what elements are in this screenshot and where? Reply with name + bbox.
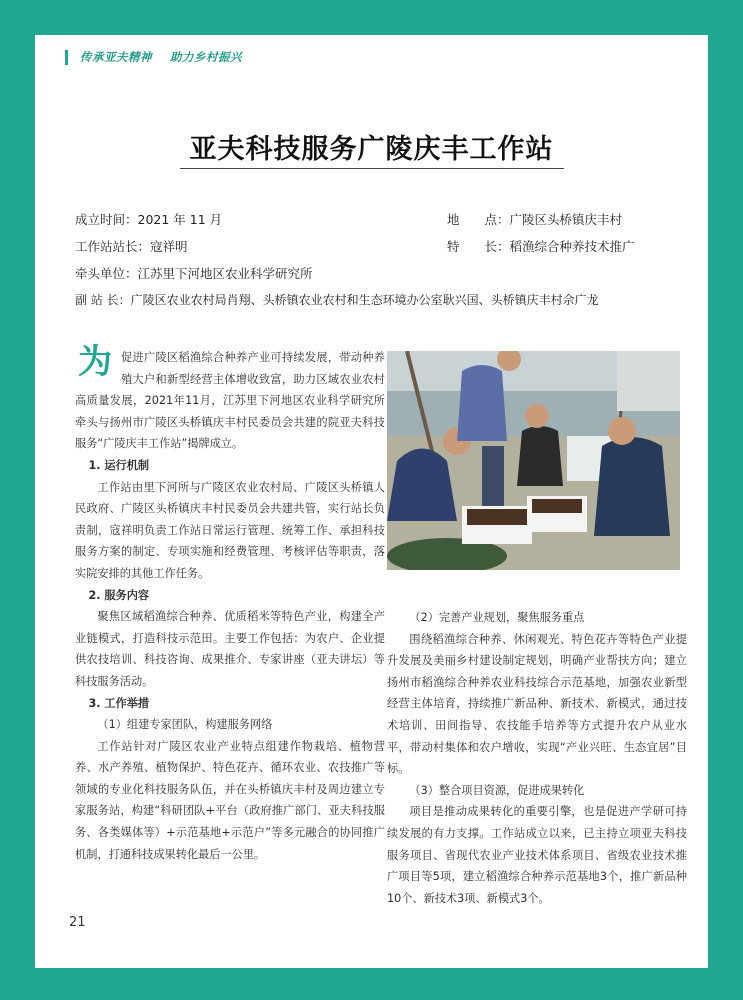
field-photo bbox=[387, 351, 680, 570]
section-1-heading: 1. 运行机制 bbox=[88, 458, 150, 472]
subsection-1-text: 工作站针对广陵区农业产业特点组建作物栽培、植物营养、水产养殖、植物保护、特色花卉、循环农业、农技推广等领域的专业化科技服务队伍，并在头桥镇庆丰村及周边建立专家服务站，构建“科研团队+平台（政府推广部门、亚夫科技服务、各类媒体等）+示范基地+示范户”等多元融合的协同推广机制，打通科技成果转化最后一公里。 bbox=[75, 739, 385, 861]
subsection-2-text: 围绕稻渔综合种养、休闲观光、特色花卉等特色产业提升发展及美丽乡村建设制定规划，明确产业帮扶方向；建立扬州市稻渔综合种养农业科技综合示范基地，加强农业新型经营主体培育，持续推广新品种、新技术、新模式，通过技术培训、田间指导、农技能手培养等方式提升农户从业水平，带动村集体和农户增收，实现“产业兴旺、生态宜居”目标。 bbox=[387, 632, 687, 776]
article-title-wrap bbox=[35, 127, 708, 169]
drop-cap: 为 bbox=[78, 342, 112, 382]
location-label: 地 点： bbox=[447, 212, 510, 227]
established-row bbox=[75, 210, 222, 228]
page-number: 21 bbox=[69, 915, 86, 930]
deputy-row bbox=[75, 291, 599, 308]
lead-unit-row bbox=[75, 264, 313, 282]
section-2-heading: 2. 服务内容 bbox=[88, 588, 150, 602]
article-column-right bbox=[387, 607, 687, 909]
section-2-text: 聚焦区域稻渔综合种养、优质稻米等特色产业，构建全产业链模式，打造科技示范田。主要工作包括：为农户、企业提供农技培训、科技咨询、成果推介、专家讲座（亚夫讲坛）等科技服务活动。 bbox=[75, 610, 385, 688]
section-header bbox=[65, 49, 242, 65]
head-label: 工作站站长： bbox=[75, 239, 151, 254]
section-3-heading: 3. 工作举措 bbox=[88, 696, 150, 710]
specialty-value: 稻渔综合种养技术推广 bbox=[509, 239, 635, 254]
subsection-3-text: 项目是推动成果转化的重要引擎，也是促进产学研可持续发展的有力支撑。工作站成立以来，已主持立项亚夫科技服务项目、省现代农业产业技术体系项目、省级农业技术推广项目等5项，建立稻渔综合种养示范基地3个，推广新品种10个、新技术3项、新模式3个。 bbox=[387, 805, 687, 905]
article-title: 亚夫科技服务广陵庆丰工作站 bbox=[180, 127, 564, 169]
established-value: 2021 年 11 月 bbox=[137, 212, 223, 227]
head-row bbox=[75, 237, 188, 255]
head-value: 寇祥明 bbox=[150, 239, 188, 254]
deputy-label: 副 站 长： bbox=[75, 293, 131, 307]
lead-unit-label: 牵头单位： bbox=[75, 266, 138, 281]
magazine-page bbox=[35, 35, 708, 968]
intro-text: 促进广陵区稻渔综合种养产业可持续发展，带动种养殖大户和新型经营主体增收致富，助力区域农业农村高质量发展，2021年11月，江苏里下河地区农业科学研究所牵头与扬州市广陵区头桥镇庆丰村民委员会共建的院亚夫科技服务“广陵庆丰工作站”揭牌成立。 bbox=[75, 351, 385, 451]
section-1-text: 工作站由里下河所与广陵区农业农村局、广陵区头桥镇人民政府、广陵区头桥镇庆丰村民委员会共建共管，实行站长负责制，寇祥明负责工作站日常运行管理、统筹工作、承担科技服务方案的制定、专项实施和经费管理、考核评估等职责，落实院安排的其他工作任务。 bbox=[75, 480, 385, 580]
location-row bbox=[447, 210, 622, 228]
header-slogan-2: 助力乡村振兴 bbox=[170, 50, 242, 64]
specialty-label: 特 长： bbox=[447, 239, 510, 254]
header-accent-bar bbox=[65, 50, 68, 65]
deputy-value: 广陵区农业农村局肖翔、头桥镇农业农村和生态环境办公室耿兴国、头桥镇庆丰村佘广龙 bbox=[130, 293, 599, 307]
header-slogan-1: 传承亚夫精神 bbox=[80, 50, 152, 64]
field-photo-illustration bbox=[387, 351, 680, 570]
subsection-2-heading: （2）完善产业规划，聚焦服务重点 bbox=[409, 611, 585, 624]
intro-paragraph bbox=[75, 342, 385, 455]
established-label: 成立时间： bbox=[75, 212, 138, 227]
location-value: 广陵区头桥镇庆丰村 bbox=[509, 212, 623, 227]
subsection-1-heading: （1）组建专家团队，构建服务网络 bbox=[97, 718, 273, 732]
article-column-left bbox=[75, 342, 385, 865]
specialty-row bbox=[447, 237, 635, 255]
subsection-3-heading: （3）整合项目资源，促进成果转化 bbox=[409, 783, 585, 797]
lead-unit-value: 江苏里下河地区农业科学研究所 bbox=[137, 266, 313, 281]
